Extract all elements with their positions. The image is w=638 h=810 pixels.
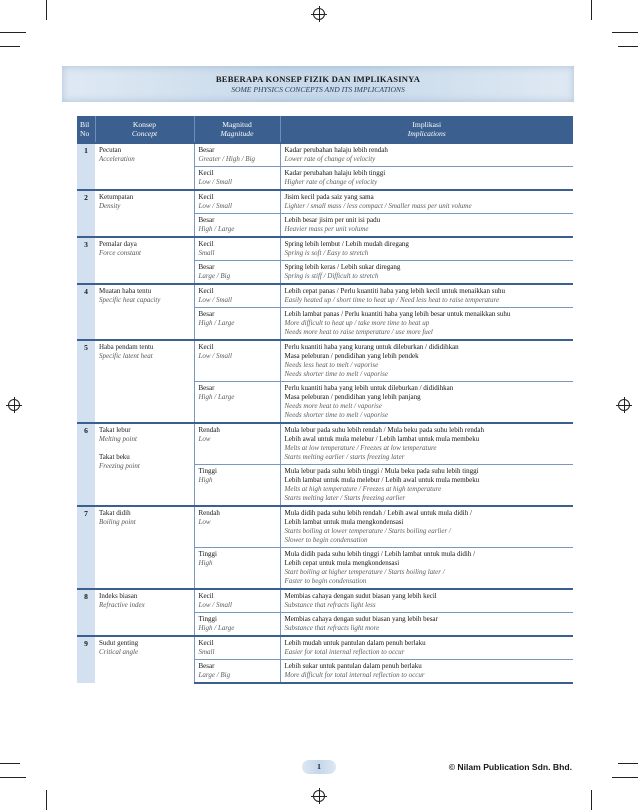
magnitude-malay: Kecil	[198, 639, 214, 647]
concept-cell	[95, 237, 194, 284]
magnitude-cell	[194, 382, 280, 424]
concept-malay: Ketumpatan	[99, 193, 134, 201]
concept-malay: Sudut genting	[99, 639, 139, 647]
implication-malay: Perlu kuantiti haba yang lebih untuk dileburkan / dididihkan	[284, 384, 454, 392]
implication-english: Starts boiling at lower temperature / Starts boiling earlier /	[284, 527, 451, 535]
concept-malay: Haba pendam tentu	[99, 343, 154, 351]
header-konsep-en: Concept	[131, 129, 158, 138]
magnitude-cell	[194, 589, 280, 613]
table-header-row	[77, 116, 573, 143]
implication-english: Starts melting earlier / starts freezing later	[284, 453, 405, 461]
crop-mark	[618, 763, 638, 764]
magnitude-cell	[194, 284, 280, 308]
concept-cell	[95, 423, 194, 506]
magnitude-malay: Kecil	[198, 169, 214, 177]
magnitude-malay: Kecil	[198, 240, 214, 248]
registration-mark-icon	[8, 399, 20, 411]
header-mag-en: Magnitude	[220, 129, 254, 138]
table-row	[77, 636, 573, 660]
magnitude-english: High / Large	[198, 225, 235, 233]
concept-english: Freezing point	[99, 462, 140, 470]
implication-cell	[280, 284, 573, 308]
magnitude-english: Low / Small	[198, 296, 232, 304]
magnitude-malay: Kecil	[198, 193, 214, 201]
implication-malay: Lebih sukar untuk pantulan dalam penuh berlaku	[284, 662, 422, 670]
table-row	[77, 589, 573, 613]
implication-english: Slower to begin condensation	[284, 536, 368, 544]
magnitude-english: Large / Big	[198, 671, 231, 679]
implication-english: Needs more heat to raise temperature / use more fuel	[284, 328, 433, 336]
magnitude-english: Small	[198, 249, 215, 257]
implication-malay: Lebih awal untuk mula melebur / Lebih lambat untuk mula membeku	[284, 435, 480, 443]
implication-malay: Lebih lambat panas / Perlu kuantiti haba yang lebih besar untuk menaikkan suhu	[284, 310, 511, 318]
implication-cell	[280, 214, 573, 238]
magnitude-cell	[194, 167, 280, 191]
implication-english: Spring is soft / Easy to stretch	[284, 249, 369, 257]
magnitude-malay: Tinggi	[198, 615, 217, 623]
concept-cell	[95, 636, 194, 683]
implication-cell	[280, 548, 573, 590]
implication-malay: Lebih lambat untuk mula mengkondensasi	[284, 518, 404, 526]
implication-english: Starts melting later / Starts freezing earlier	[284, 494, 406, 502]
crop-mark	[0, 777, 26, 778]
implication-cell	[280, 143, 573, 167]
header-imp-en: Implications	[407, 129, 446, 138]
row-number: 2	[77, 190, 95, 237]
implication-malay: Jisim kecil pada saiz yang sama	[284, 193, 374, 201]
implication-english: Easier for total internal reflection to occur	[284, 648, 405, 656]
implication-malay: Lebih lambat untuk mula melebur / Lebih awal untuk mula membeku	[284, 476, 480, 484]
implication-cell	[280, 340, 573, 382]
crop-mark	[612, 777, 638, 778]
implication-cell	[280, 190, 573, 214]
implication-english: Needs less heat to melt / vaporise	[284, 361, 379, 369]
crop-mark	[0, 763, 20, 764]
implication-malay: Kadar perubahan halaju lebih rendah	[284, 146, 388, 154]
implication-malay: Membias cahaya dengan sudut biasan yang lebih besar	[284, 615, 438, 623]
header-bil-en: No	[80, 129, 90, 138]
concept-english: Refractive index	[99, 601, 145, 609]
concept-english: Specific latent heat	[99, 352, 153, 360]
implication-malay: Lebih cepat panas / Perlu kuantiti haba yang lebih kecil untuk menaikkan suhu	[284, 287, 505, 295]
concept-cell	[95, 190, 194, 237]
concept-cell	[95, 340, 194, 423]
implication-cell	[280, 613, 573, 637]
implication-english: Lighter / small mass / less compact / Smaller mass per unit volume	[284, 202, 472, 210]
implication-malay: Lebih mudah untuk pantulan dalam penuh berlaku	[284, 639, 426, 647]
title-malay: BEBERAPA KONSEP FIZIK DAN IMPLIKASINYA	[215, 74, 421, 84]
crop-mark	[46, 0, 47, 20]
header-bil-ms: Bil	[80, 119, 90, 129]
implication-malay: Spring lebih keras / Lebih sukar diregang	[284, 263, 401, 271]
magnitude-cell	[194, 548, 280, 590]
row-number: 4	[77, 284, 95, 340]
magnitude-cell	[194, 506, 280, 548]
implication-cell	[280, 382, 573, 424]
magnitude-english: Large / Big	[198, 272, 231, 280]
magnitude-malay: Besar	[198, 263, 215, 271]
concept-cell	[95, 506, 194, 589]
magnitude-english: Greater / High / Big	[198, 155, 256, 163]
implication-cell	[280, 506, 573, 548]
table-row	[77, 340, 573, 382]
crop-mark	[618, 46, 638, 47]
implication-cell	[280, 423, 573, 465]
concept-english: Critical angle	[99, 648, 139, 656]
title-banner	[62, 66, 574, 102]
header-mag-ms: Magnitud	[222, 119, 252, 129]
implication-english: Melts at low temperature / Freezes at low temperature	[284, 444, 437, 452]
implication-english: More difficult to heat up / take more time to heat up	[284, 319, 430, 327]
magnitude-english: High / Large	[198, 319, 235, 327]
implication-malay: Masa peleburan / pendidihan yang lebih panjang	[284, 393, 421, 401]
copyright-text: © Nilam Publication Sdn. Bhd.	[448, 762, 572, 772]
header-bil	[77, 116, 95, 143]
magnitude-english: Low / Small	[198, 352, 232, 360]
implication-english: Melts at high temperature / Freezes at high temperature	[284, 485, 442, 493]
implication-english: Heavier mass per unit volume	[284, 225, 369, 233]
row-number: 1	[77, 143, 95, 190]
concept-malay: Indeks biasan	[99, 592, 138, 600]
magnitude-english: High	[198, 476, 213, 484]
concept-english: Melting point	[99, 435, 137, 443]
implication-malay: Kadar perubahan halaju lebih tinggi	[284, 169, 386, 177]
magnitude-cell	[194, 261, 280, 285]
registration-mark-icon	[618, 399, 630, 411]
magnitude-cell	[194, 340, 280, 382]
magnitude-cell	[194, 636, 280, 660]
magnitude-cell	[194, 237, 280, 261]
implication-english: Higher rate of change of velocity	[284, 178, 378, 186]
magnitude-english: Low / Small	[198, 178, 232, 186]
header-implikasi	[280, 116, 573, 143]
magnitude-cell	[194, 423, 280, 465]
implication-malay: Perlu kuantiti haba yang kurang untuk dileburkan / dididihkan	[284, 343, 459, 351]
page-number: 1	[302, 760, 336, 774]
magnitude-cell	[194, 465, 280, 507]
row-number: 5	[77, 340, 95, 423]
implication-malay: Spring lebih lembut / Lebih mudah diregang	[284, 240, 409, 248]
header-konsep	[95, 116, 194, 143]
implication-english: Lower rate of change of velocity	[284, 155, 376, 163]
magnitude-english: High / Large	[198, 393, 235, 401]
concept-english: Acceleration	[99, 155, 135, 163]
header-imp-ms: Implikasi	[412, 119, 442, 129]
implication-english: Faster to begin condensation	[284, 577, 367, 585]
crop-mark	[591, 790, 592, 810]
magnitude-malay: Tinggi	[198, 467, 217, 475]
implication-cell	[280, 636, 573, 660]
implication-english: Substance that refracts light less	[284, 601, 376, 609]
magnitude-english: High	[198, 559, 213, 567]
magnitude-malay: Kecil	[198, 343, 214, 351]
header-magnitud	[194, 116, 280, 143]
implication-english: Needs shorter time to melt / vaporise	[284, 411, 388, 419]
crop-mark	[591, 0, 592, 20]
implication-english: Needs more heat to melt / vaporise	[284, 402, 382, 410]
concept-english: Specific heat capacity	[99, 296, 161, 304]
magnitude-malay: Besar	[198, 216, 215, 224]
magnitude-malay: Besar	[198, 384, 215, 392]
table-row	[77, 506, 573, 548]
magnitude-english: High / Large	[198, 624, 235, 632]
implication-cell	[280, 261, 573, 285]
table-row	[77, 423, 573, 465]
magnitude-english: Low	[198, 435, 211, 443]
magnitude-malay: Kecil	[198, 592, 214, 600]
implication-cell	[280, 308, 573, 341]
crop-mark	[0, 32, 26, 33]
magnitude-malay: Rendah	[198, 426, 220, 434]
magnitude-cell	[194, 190, 280, 214]
implication-malay: Lebih besar jisim per unit isi padu	[284, 216, 381, 224]
concepts-table	[77, 116, 573, 684]
implication-malay: Membias cahaya dengan sudut biasan yang lebih kecil	[284, 592, 437, 600]
concept-cell	[95, 143, 194, 190]
implication-cell	[280, 237, 573, 261]
implication-malay: Mula didih pada suhu lebih tinggi / Lebih lambat untuk mula didih /	[284, 550, 476, 558]
concept-malay: Pecutan	[99, 146, 122, 154]
implication-malay: Lebih cepat untuk mula mengkondensasi	[284, 559, 400, 567]
table-body	[77, 143, 573, 683]
concept-english: Boiling point	[99, 518, 136, 526]
implication-cell	[280, 660, 573, 684]
implication-english: More difficult for total internal reflection to occur	[284, 671, 425, 679]
concept-malay: Takat lebur	[99, 426, 131, 434]
magnitude-cell	[194, 308, 280, 341]
implication-english: Start boiling at higher temperature / Starts boiling later /	[284, 568, 445, 576]
magnitude-cell	[194, 660, 280, 684]
magnitude-cell	[194, 214, 280, 238]
concept-malay: Pemalar daya	[99, 240, 137, 248]
table-row	[77, 190, 573, 214]
registration-mark-icon	[313, 790, 325, 802]
implication-malay: Mula lebur pada suhu lebih tinggi / Mula beku pada suhu lebih tinggi	[284, 467, 479, 475]
magnitude-cell	[194, 613, 280, 637]
magnitude-english: Low / Small	[198, 202, 232, 210]
concept-cell	[95, 589, 194, 636]
implication-english: Needs shorter time to melt / vaporise	[284, 370, 388, 378]
title-english: SOME PHYSICS CONCEPTS AND ITS IMPLICATIONS	[231, 85, 405, 94]
concept-gap	[99, 444, 190, 453]
crop-mark	[612, 32, 638, 33]
row-number: 8	[77, 589, 95, 636]
magnitude-malay: Rendah	[198, 509, 220, 517]
implication-english: Substance that refracts light more	[284, 624, 380, 632]
implication-malay: Masa peleburan / pendidihan yang lebih pendek	[284, 352, 419, 360]
implication-english: Easily heated up / short time to heat up / Need less heat to raise temperature	[284, 296, 500, 304]
concept-malay: Takat didih	[99, 509, 131, 517]
magnitude-malay: Besar	[198, 146, 215, 154]
row-number: 9	[77, 636, 95, 683]
concept-malay: Takat beku	[99, 453, 130, 461]
concept-english: Force constant	[99, 249, 141, 257]
concept-cell	[95, 284, 194, 340]
row-number: 3	[77, 237, 95, 284]
table-row	[77, 284, 573, 308]
magnitude-cell	[194, 143, 280, 167]
magnitude-malay: Besar	[198, 662, 215, 670]
row-number: 6	[77, 423, 95, 506]
concept-malay: Muatan haba tentu	[99, 287, 152, 295]
magnitude-malay: Tinggi	[198, 550, 217, 558]
row-number: 7	[77, 506, 95, 589]
implication-cell	[280, 589, 573, 613]
registration-mark-icon	[313, 8, 325, 20]
implication-malay: Mula lebur pada suhu lebih rendah / Mula beku pada suhu lebih rendah	[284, 426, 484, 434]
table-row	[77, 237, 573, 261]
magnitude-malay: Kecil	[198, 287, 214, 295]
crop-mark	[46, 790, 47, 810]
magnitude-english: Low	[198, 518, 211, 526]
magnitude-english: Small	[198, 648, 215, 656]
implication-english: Spring is stiff / Difficult to stretch	[284, 272, 379, 280]
table-row	[77, 143, 573, 167]
implication-malay: Mula didih pada suhu lebih rendah / Lebih awal untuk mula didih /	[284, 509, 472, 517]
implication-cell	[280, 167, 573, 191]
header-konsep-ms: Konsep	[132, 119, 157, 129]
crop-mark	[0, 46, 20, 47]
concept-english: Density	[99, 202, 121, 210]
magnitude-malay: Besar	[198, 310, 215, 318]
magnitude-english: Low / Small	[198, 601, 232, 609]
implication-cell	[280, 465, 573, 507]
